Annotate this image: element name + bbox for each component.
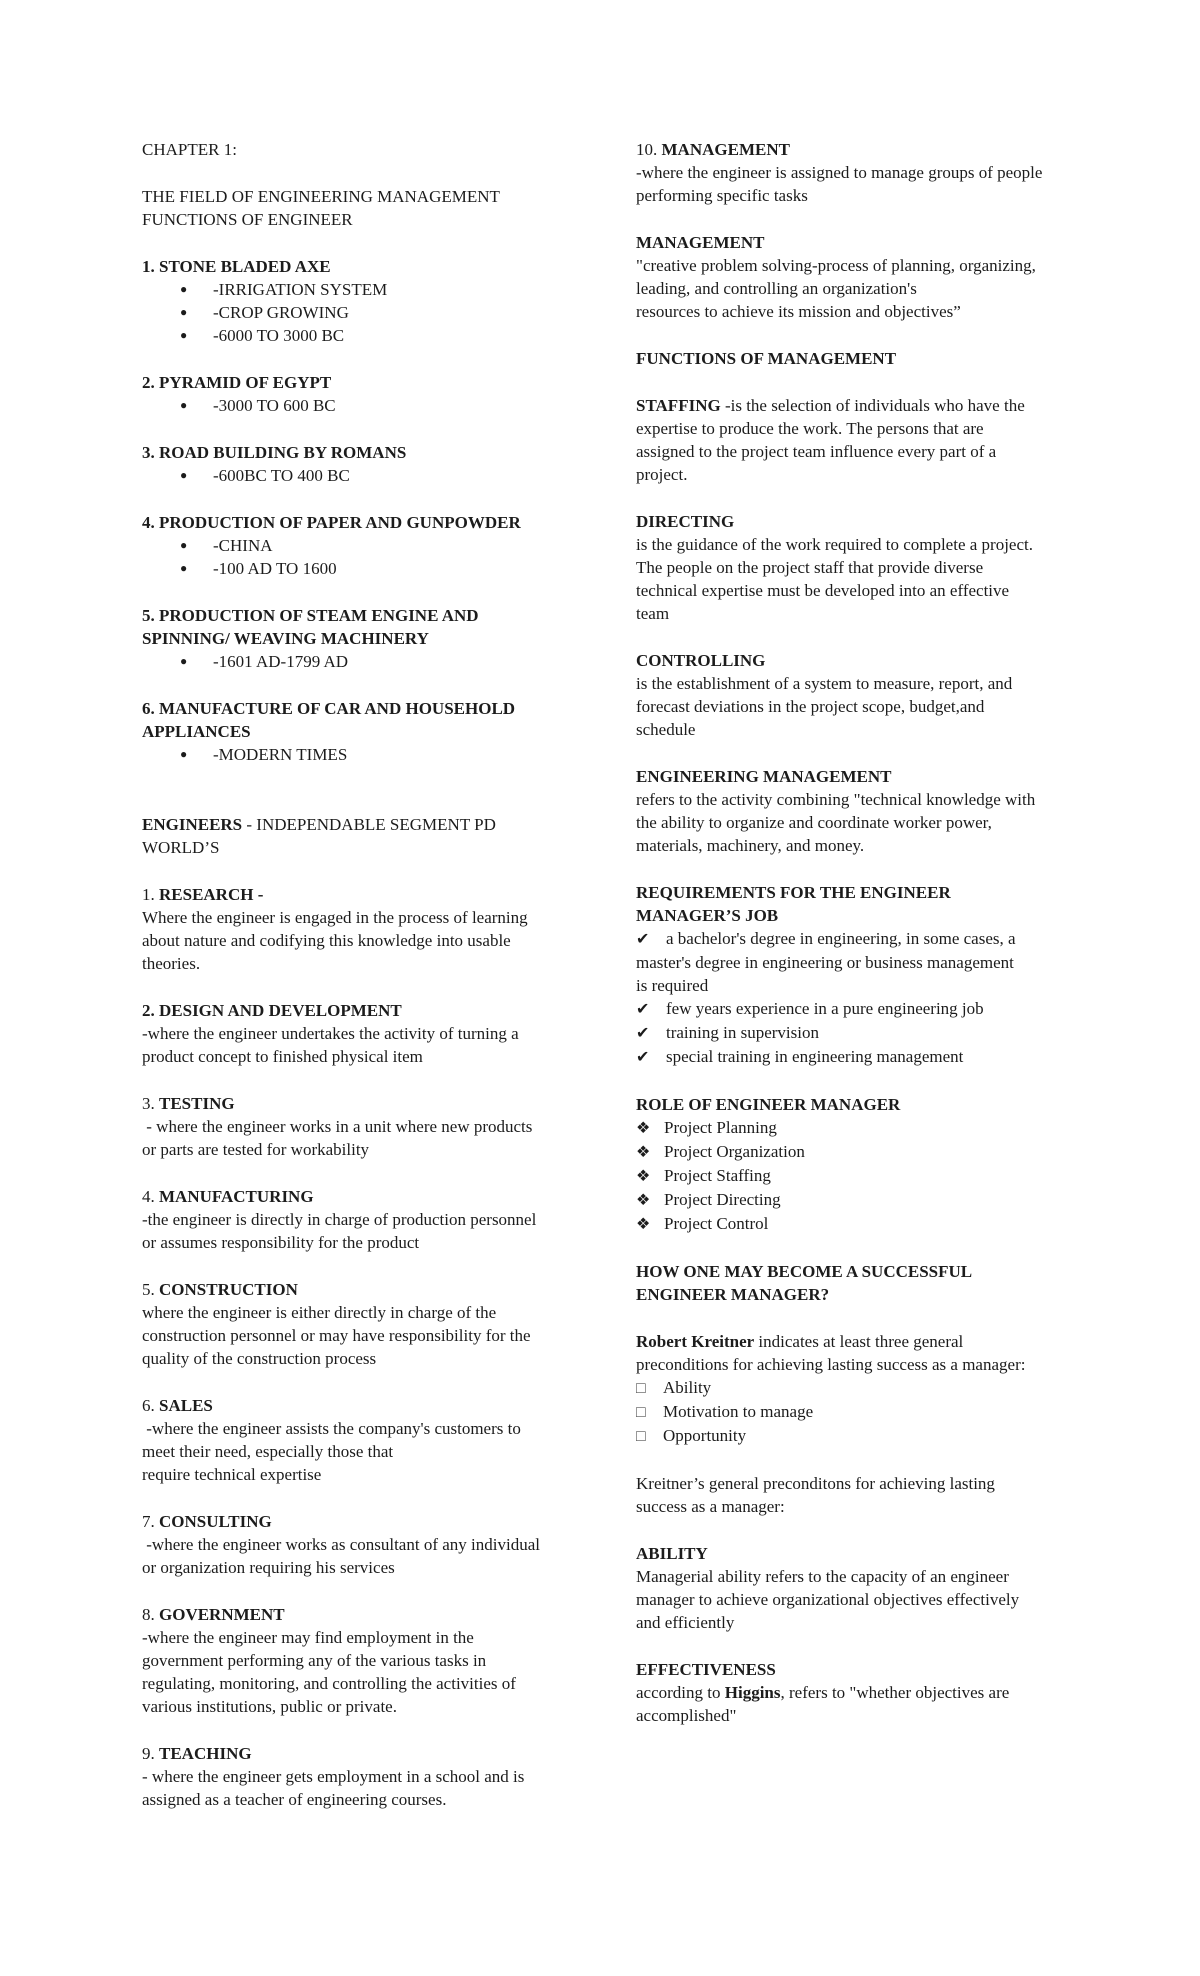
text-block xyxy=(142,604,647,673)
plain-text: refers to the activity combining "technical knowledge with xyxy=(636,790,1036,809)
text-line xyxy=(636,765,1141,788)
text-line xyxy=(142,836,647,859)
text-block xyxy=(636,881,1141,1069)
plain-text: performing specific tasks xyxy=(636,186,808,205)
text-line xyxy=(142,1022,647,1045)
dot-bullet-icon: ● xyxy=(180,305,188,319)
bold-text: CONSULTING xyxy=(159,1512,272,1531)
text-line xyxy=(636,347,1141,370)
diamond-bullet-item xyxy=(636,1140,1141,1164)
text-line xyxy=(636,277,1141,300)
plain-text: -1601 AD-1799 AD xyxy=(213,652,349,671)
text-line xyxy=(636,254,1141,277)
bold-text: SALES xyxy=(159,1396,213,1415)
text-line xyxy=(142,371,647,394)
bold-text: RESEARCH - xyxy=(159,885,264,904)
right-column xyxy=(636,138,1141,1727)
text-block xyxy=(636,1260,1141,1306)
text-line xyxy=(636,1704,1141,1727)
text-block xyxy=(142,185,647,231)
plain-text: training in supervision xyxy=(666,1023,819,1042)
plain-text: Project Directing xyxy=(664,1190,781,1209)
plain-text: 4. xyxy=(142,1187,159,1206)
text-line xyxy=(636,904,1141,927)
text-line xyxy=(142,1649,647,1672)
text-line xyxy=(142,441,647,464)
text-line xyxy=(636,1565,1141,1588)
plain-text: and efficiently xyxy=(636,1613,735,1632)
text-line xyxy=(142,1556,647,1579)
plain-text: according to xyxy=(636,1683,725,1702)
square-bullet-item xyxy=(636,1424,1141,1448)
plain-text: -where the engineer undertakes the activity of turning a xyxy=(142,1024,519,1043)
plain-text: 8. xyxy=(142,1605,159,1624)
text-line xyxy=(142,883,647,906)
plain-text: Opportunity xyxy=(663,1426,747,1445)
diamond-bullet-icon: ❖ xyxy=(636,1120,651,1137)
bold-text: CONSTRUCTION xyxy=(159,1280,298,1299)
text-line xyxy=(142,697,647,720)
diamond-bullet-icon: ❖ xyxy=(636,1192,651,1209)
plain-text: meet their need, especially those that xyxy=(142,1442,394,1461)
text-line xyxy=(142,1115,647,1138)
plain-text: product concept to finished physical item xyxy=(142,1047,423,1066)
plain-text: various institutions, public or private. xyxy=(142,1697,397,1716)
text-line xyxy=(142,1463,647,1486)
text-line xyxy=(636,1353,1141,1376)
text-line xyxy=(636,579,1141,602)
text-line xyxy=(636,300,1141,323)
bold-text: 4. PRODUCTION OF PAPER AND GUNPOWDER xyxy=(142,513,521,532)
dot-bullet-icon: ● xyxy=(180,468,188,482)
text-block xyxy=(142,1742,647,1811)
text-line xyxy=(142,1672,647,1695)
text-line xyxy=(142,1510,647,1533)
check-bullet-icon: ✔ xyxy=(636,1049,650,1066)
text-line xyxy=(142,1231,647,1254)
plain-text: government performing any of the various tasks in xyxy=(142,1651,487,1670)
plain-text: 3. xyxy=(142,1094,159,1113)
plain-text: the ability to organize and coordinate worker power, xyxy=(636,813,992,832)
text-block xyxy=(142,511,647,580)
plain-text: assigned to the project team influence every part of a xyxy=(636,442,997,461)
text-line xyxy=(636,695,1141,718)
plain-text: Where the engineer is engaged in the process of learning xyxy=(142,908,528,927)
plain-text: regulating, monitoring, and controlling the activities of xyxy=(142,1674,516,1693)
plain-text: materials, machinery, and money. xyxy=(636,836,865,855)
text-line xyxy=(142,1092,647,1115)
bold-text: Higgins xyxy=(724,1683,781,1702)
bold-text: MANAGEMENT xyxy=(636,233,765,252)
plain-text: 1. xyxy=(142,885,159,904)
text-block xyxy=(636,231,1141,323)
text-line xyxy=(142,1394,647,1417)
plain-text: - where the engineer works in a unit where new products xyxy=(142,1117,533,1136)
text-line xyxy=(636,1093,1141,1116)
diamond-bullet-item xyxy=(636,1188,1141,1212)
bold-text: ENGINEER MANAGER? xyxy=(636,1285,830,1304)
check-bullet-icon: ✔ xyxy=(636,931,650,948)
bold-text: SPINNING/ WEAVING MACHINERY xyxy=(142,629,429,648)
text-line xyxy=(636,463,1141,486)
text-line xyxy=(636,1611,1141,1634)
text-line xyxy=(636,788,1141,811)
text-block xyxy=(142,138,647,161)
text-block xyxy=(636,138,1141,207)
text-line xyxy=(142,813,647,836)
plain-text: -where the engineer works as consultant of any individual xyxy=(142,1535,540,1554)
text-block xyxy=(142,1394,647,1486)
bold-text: STAFFING xyxy=(636,396,721,415)
text-line xyxy=(636,510,1141,533)
text-block xyxy=(636,1658,1141,1727)
text-line xyxy=(636,231,1141,254)
text-block xyxy=(142,999,647,1068)
square-bullet-item xyxy=(636,1400,1141,1424)
text-block xyxy=(636,510,1141,625)
plain-text: resources to achieve its mission and objectives” xyxy=(636,302,961,321)
text-line xyxy=(142,1347,647,1370)
check-bullet-item xyxy=(636,927,1141,951)
plain-text: The people on the project staff that provide diverse xyxy=(636,558,984,577)
check-bullet-item xyxy=(636,1021,1141,1045)
plain-text: special training in engineering management xyxy=(666,1047,964,1066)
text-line xyxy=(636,974,1141,997)
text-block xyxy=(142,255,647,347)
text-line xyxy=(142,1440,647,1463)
plain-text: construction personnel or may have responsibility for the xyxy=(142,1326,531,1345)
text-line xyxy=(142,511,647,534)
bold-text: CONTROLLING xyxy=(636,651,766,670)
text-block xyxy=(636,1330,1141,1448)
plain-text: is the establishment of a system to measure, report, and xyxy=(636,674,1013,693)
text-block xyxy=(142,1092,647,1161)
text-block xyxy=(636,765,1141,857)
text-line xyxy=(636,649,1141,672)
text-block xyxy=(142,883,647,975)
text-block xyxy=(142,1510,647,1579)
check-bullet-icon: ✔ xyxy=(636,1025,650,1042)
text-block xyxy=(636,347,1141,370)
bold-text: EFFECTIVENESS xyxy=(636,1660,776,1679)
plain-text: Project Control xyxy=(664,1214,769,1233)
plain-text: 6. xyxy=(142,1396,159,1415)
text-line xyxy=(142,138,647,161)
text-block xyxy=(142,371,647,417)
bold-text: 3. ROAD BUILDING BY ROMANS xyxy=(142,443,407,462)
dot-bullet-item xyxy=(142,301,647,324)
text-line xyxy=(636,417,1141,440)
plain-text: -is the selection of individuals who have the xyxy=(720,396,1025,415)
text-line xyxy=(142,999,647,1022)
plain-text: a bachelor's degree in engineering, in some cases, a xyxy=(666,929,1016,948)
text-line xyxy=(636,1330,1141,1353)
text-line xyxy=(142,185,647,208)
plain-text: Ability xyxy=(663,1378,712,1397)
plain-text: -CHINA xyxy=(213,536,273,555)
text-block xyxy=(636,1093,1141,1236)
square-bullet-icon: □ xyxy=(636,1380,646,1397)
dot-bullet-item xyxy=(142,534,647,557)
bold-text: DIRECTING xyxy=(636,512,735,531)
plain-text: , refers to "whether objectives are xyxy=(780,1683,1010,1702)
text-block xyxy=(636,649,1141,741)
text-line xyxy=(142,1626,647,1649)
plain-text: 7. xyxy=(142,1512,159,1531)
bold-text: MANUFACTURING xyxy=(159,1187,314,1206)
text-line xyxy=(142,255,647,278)
text-line xyxy=(142,952,647,975)
dot-bullet-item xyxy=(142,394,647,417)
text-block xyxy=(142,1603,647,1718)
plain-text: -3000 TO 600 BC xyxy=(213,396,336,415)
text-line xyxy=(142,1208,647,1231)
text-line xyxy=(142,1788,647,1811)
text-block xyxy=(142,697,647,766)
text-line xyxy=(636,1588,1141,1611)
bold-text: REQUIREMENTS FOR THE ENGINEER xyxy=(636,883,951,902)
text-line xyxy=(636,1495,1141,1518)
text-line xyxy=(142,208,647,231)
plain-text: 9. xyxy=(142,1744,159,1763)
plain-text: technical expertise must be developed into an effective xyxy=(636,581,1010,600)
bold-text: TESTING xyxy=(159,1094,235,1113)
bold-text: GOVERNMENT xyxy=(159,1605,285,1624)
text-line xyxy=(636,834,1141,857)
dot-bullet-item xyxy=(142,324,647,347)
bold-text: 1. STONE BLADED AXE xyxy=(142,257,331,276)
text-block xyxy=(636,394,1141,486)
check-bullet-item xyxy=(636,1045,1141,1069)
text-line xyxy=(142,1765,647,1788)
dot-bullet-item xyxy=(142,557,647,580)
plain-text: -where the engineer assists the company's customers to xyxy=(142,1419,521,1438)
text-line xyxy=(636,672,1141,695)
check-bullet-icon: ✔ xyxy=(636,1001,650,1018)
plain-text: Project Organization xyxy=(664,1142,805,1161)
plain-text: preconditions for achieving lasting success as a manager: xyxy=(636,1355,1026,1374)
text-block xyxy=(142,1278,647,1370)
plain-text: -the engineer is directly in charge of production personnel xyxy=(142,1210,537,1229)
text-line xyxy=(142,1603,647,1626)
bold-text: HOW ONE MAY BECOME A SUCCESSFUL xyxy=(636,1262,973,1281)
text-line xyxy=(636,556,1141,579)
plain-text: Project Staffing xyxy=(664,1166,771,1185)
diamond-bullet-item xyxy=(636,1116,1141,1140)
plain-text: -where the engineer may find employment in the xyxy=(142,1628,474,1647)
bold-text: ENGINEERS xyxy=(142,815,243,834)
plain-text: is required xyxy=(636,976,709,995)
diamond-bullet-item xyxy=(636,1212,1141,1236)
text-line xyxy=(142,1138,647,1161)
text-line xyxy=(636,602,1141,625)
square-bullet-icon: □ xyxy=(636,1404,646,1421)
square-bullet-icon: □ xyxy=(636,1428,646,1445)
plain-text: assigned as a teacher of engineering courses. xyxy=(142,1790,447,1809)
text-line xyxy=(142,1695,647,1718)
text-line xyxy=(142,1533,647,1556)
plain-text: - where the engineer gets employment in a school and is xyxy=(142,1767,525,1786)
dot-bullet-icon: ● xyxy=(180,282,188,296)
text-line xyxy=(142,1185,647,1208)
text-line xyxy=(636,1472,1141,1495)
bold-text: 2. PYRAMID OF EGYPT xyxy=(142,373,332,392)
check-bullet-item xyxy=(636,997,1141,1021)
bold-text: MANAGEMENT xyxy=(661,140,790,159)
text-line xyxy=(636,1283,1141,1306)
plain-text: Managerial ability refers to the capacity of an engineer xyxy=(636,1567,1009,1586)
bold-text: ENGINEERING MANAGEMENT xyxy=(636,767,892,786)
bold-text: 6. MANUFACTURE OF CAR AND HOUSEHOLD xyxy=(142,699,516,718)
plain-text: 10. xyxy=(636,140,662,159)
plain-text: manager to achieve organizational objectives effectively xyxy=(636,1590,1020,1609)
plain-text: require technical expertise xyxy=(142,1465,322,1484)
plain-text: expertise to produce the work. The persons that are xyxy=(636,419,984,438)
plain-text: -6000 TO 3000 BC xyxy=(213,326,345,345)
plain-text: -600BC TO 400 BC xyxy=(213,466,350,485)
text-line xyxy=(636,184,1141,207)
text-line xyxy=(636,1542,1141,1565)
plain-text: theories. xyxy=(142,954,201,973)
plain-text: few years experience in a pure engineering job xyxy=(666,999,984,1018)
bold-text: ROLE OF ENGINEER MANAGER xyxy=(636,1095,901,1114)
plain-text: about nature and codifying this knowledge into usable xyxy=(142,931,511,950)
plain-text: Kreitner’s general preconditons for achieving lasting xyxy=(636,1474,995,1493)
plain-text: -100 AD TO 1600 xyxy=(213,559,337,578)
text-line xyxy=(142,1045,647,1068)
left-column xyxy=(142,138,647,1811)
bold-text: 5. PRODUCTION OF STEAM ENGINE AND xyxy=(142,606,479,625)
plain-text: team xyxy=(636,604,670,623)
dot-bullet-icon: ● xyxy=(180,747,188,761)
text-line xyxy=(142,1301,647,1324)
diamond-bullet-icon: ❖ xyxy=(636,1168,651,1185)
plain-text: indicates at least three general xyxy=(754,1332,964,1351)
text-block xyxy=(142,441,647,487)
plain-text: master's degree in engineering or business management xyxy=(636,953,1014,972)
text-block xyxy=(142,813,647,859)
dot-bullet-item xyxy=(142,650,647,673)
dot-bullet-icon: ● xyxy=(180,538,188,552)
text-line xyxy=(636,951,1141,974)
text-line xyxy=(142,720,647,743)
text-line xyxy=(636,138,1141,161)
text-line xyxy=(636,811,1141,834)
plain-text: -where the engineer is assigned to manage groups of people xyxy=(636,163,1043,182)
plain-text: or organization requiring his services xyxy=(142,1558,395,1577)
dot-bullet-item xyxy=(142,743,647,766)
text-block xyxy=(142,1185,647,1254)
bold-text: TEACHING xyxy=(159,1744,252,1763)
dot-bullet-icon: ● xyxy=(180,398,188,412)
plain-text: -IRRIGATION SYSTEM xyxy=(213,280,388,299)
plain-text: 5. xyxy=(142,1280,159,1299)
text-block xyxy=(636,1472,1141,1518)
dot-bullet-icon: ● xyxy=(180,328,188,342)
diamond-bullet-item xyxy=(636,1164,1141,1188)
diamond-bullet-icon: ❖ xyxy=(636,1144,651,1161)
plain-text: success as a manager: xyxy=(636,1497,785,1516)
plain-text: - INDEPENDABLE SEGMENT PD xyxy=(242,815,496,834)
plain-text: schedule xyxy=(636,720,696,739)
dot-bullet-item xyxy=(142,278,647,301)
text-line xyxy=(636,881,1141,904)
text-line xyxy=(636,1681,1141,1704)
text-line xyxy=(142,929,647,952)
plain-text: or parts are tested for workability xyxy=(142,1140,370,1159)
dot-bullet-item xyxy=(142,464,647,487)
text-line xyxy=(142,1278,647,1301)
text-line xyxy=(142,1417,647,1440)
text-line xyxy=(636,718,1141,741)
plain-text: Motivation to manage xyxy=(663,1402,814,1421)
text-line xyxy=(142,906,647,929)
plain-text: Project Planning xyxy=(664,1118,777,1137)
plain-text: or assumes responsibility for the product xyxy=(142,1233,420,1252)
plain-text: -MODERN TIMES xyxy=(213,745,348,764)
text-line xyxy=(636,440,1141,463)
bold-text: 2. DESIGN AND DEVELOPMENT xyxy=(142,1001,402,1020)
bold-text: MANAGER’S JOB xyxy=(636,906,779,925)
text-line xyxy=(636,1260,1141,1283)
text-line xyxy=(636,394,1141,417)
bold-text: APPLIANCES xyxy=(142,722,251,741)
plain-text: where the engineer is either directly in charge of the xyxy=(142,1303,497,1322)
plain-text: THE FIELD OF ENGINEERING MANAGEMENT xyxy=(142,187,500,206)
bold-text: Robert Kreitner xyxy=(636,1332,755,1351)
plain-text: quality of the construction process xyxy=(142,1349,377,1368)
plain-text: is the guidance of the work required to complete a project. xyxy=(636,535,1033,554)
plain-text: FUNCTIONS OF ENGINEER xyxy=(142,210,353,229)
plain-text: CHAPTER 1: xyxy=(142,140,237,159)
text-line xyxy=(636,161,1141,184)
diamond-bullet-icon: ❖ xyxy=(636,1216,651,1233)
text-line xyxy=(142,1324,647,1347)
text-line xyxy=(142,627,647,650)
plain-text: WORLD’S xyxy=(142,838,220,857)
plain-text: accomplished" xyxy=(636,1706,737,1725)
plain-text: "creative problem solving-process of planning, organizing, xyxy=(636,256,1036,275)
dot-bullet-icon: ● xyxy=(180,561,188,575)
square-bullet-item xyxy=(636,1376,1141,1400)
text-line xyxy=(142,604,647,627)
text-block xyxy=(636,1542,1141,1634)
plain-text: project. xyxy=(636,465,688,484)
text-line xyxy=(142,1742,647,1765)
plain-text: -CROP GROWING xyxy=(213,303,349,322)
plain-text: leading, and controlling an organization's xyxy=(636,279,917,298)
bold-text: ABILITY xyxy=(636,1544,708,1563)
dot-bullet-icon: ● xyxy=(180,654,188,668)
plain-text: forecast deviations in the project scope, budget,and xyxy=(636,697,985,716)
text-line xyxy=(636,533,1141,556)
text-line xyxy=(636,1658,1141,1681)
bold-text: FUNCTIONS OF MANAGEMENT xyxy=(636,349,897,368)
